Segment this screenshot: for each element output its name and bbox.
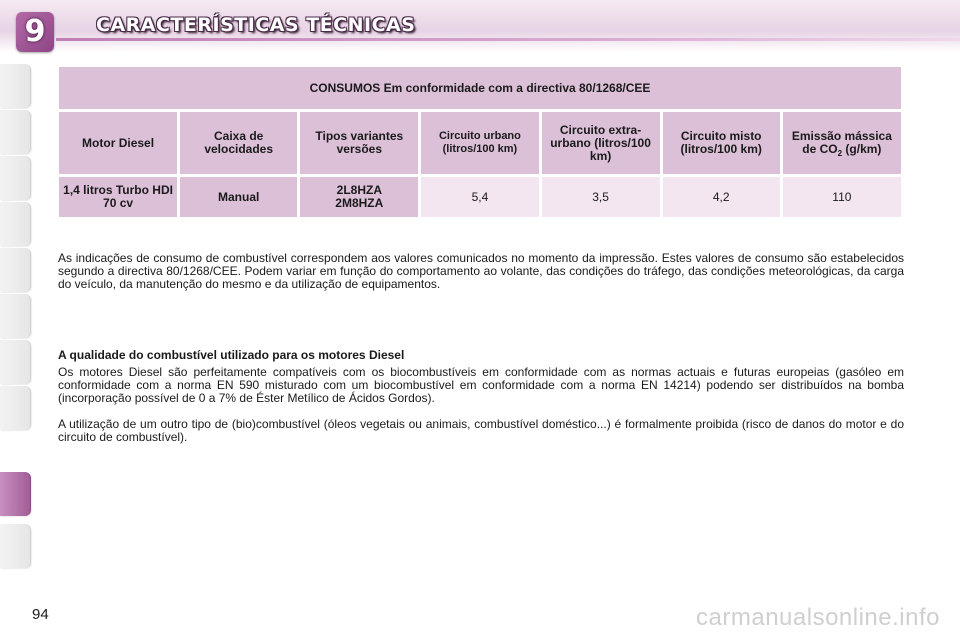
- chapter-tab-4[interactable]: [0, 202, 31, 246]
- table-caption: CONSUMOS Em conformidade com a directiva 80/1268/CEE: [59, 67, 901, 109]
- chapter-tab-1[interactable]: [0, 64, 31, 108]
- chapter-tab-10[interactable]: [0, 524, 31, 568]
- header-engine: Motor Diesel: [59, 112, 177, 174]
- page-number: 94: [32, 606, 49, 623]
- table-header-row: [59, 112, 901, 174]
- header-gearbox: Caixa de velocidades: [180, 112, 297, 174]
- consumption-table: [56, 64, 904, 220]
- header-urban: Circuito urbano (litros/100 km): [421, 112, 538, 174]
- diesel-paragraph-2: A utilização de um outro tipo de (bio)combustível (óleos vegetais ou animais, combustível doméstico...) é formalmente proibida (risco de danos do motor e do circuito de combustível).: [58, 417, 904, 444]
- page-title: CARACTERÍSTICAS TÉCNICAS: [96, 14, 416, 36]
- chapter-tab-7[interactable]: [0, 340, 31, 384]
- diesel-section-heading: A qualidade do combustível utilizado para os motores Diesel: [58, 348, 405, 362]
- intro-paragraph: As indicações de consumo de combustível correspondem aos valores comunicados no momento da impressão. Estes valores de consumo são estabelecidos segundo a directiva 80/1268/CEE. Podem variar em função do comportamento ao volante, das condições do tráfego, das condições meteorológicas, da carga do veículo, da manutenção do mesmo e da utilização de equipamentos.: [58, 251, 904, 291]
- header-emission-prefix: Emissão mássica de CO: [791, 129, 892, 156]
- cell-urban: 5,4: [421, 177, 538, 217]
- cell-gearbox: Manual: [180, 177, 297, 217]
- chapter-tab-2[interactable]: [0, 110, 31, 154]
- chapter-tab-6[interactable]: [0, 294, 31, 338]
- cell-version-2: 2M8HZA: [335, 196, 384, 210]
- table-caption-row: [59, 67, 901, 109]
- cell-engine: 1,4 litros Turbo HDI 70 cv: [59, 177, 177, 217]
- header-extra-urban: Circuito extra-urbano (litros/100 km): [542, 112, 660, 174]
- diesel-paragraph-1: Os motores Diesel são perfeitamente compatíveis com os biocombustíveis em conformidade com as normas actuais e futuras europeias (gasóleo em conformidade com a norma EN 590 misturado com um biocombustível em conformidade com a norma EN 14214) podendo ser distribuídos na bomba (incorporação possível de 0 a 7% de Éster Metílico de Ácidos Gordos).: [58, 365, 904, 405]
- cell-versions: [300, 177, 418, 217]
- header-emission: [783, 112, 901, 174]
- chapter-number-badge: 9: [16, 12, 54, 52]
- header-emission-subscript: 2: [837, 149, 843, 158]
- cell-version-1: 2L8HZA: [336, 183, 382, 197]
- chapter-tab-5[interactable]: [0, 248, 31, 292]
- page-header: [0, 0, 960, 52]
- cell-extra-urban: 3,5: [542, 177, 660, 217]
- chapter-tab-3[interactable]: [0, 156, 31, 200]
- chapter-tabs: [0, 64, 34, 574]
- cell-emission: 110: [783, 177, 901, 217]
- chapter-tab-9-active[interactable]: [0, 472, 31, 516]
- header-emission-suffix: (g/km): [842, 142, 882, 156]
- watermark: carmanualsonline.info: [696, 604, 940, 631]
- header-divider: [56, 38, 960, 41]
- chapter-tab-8[interactable]: [0, 386, 31, 430]
- header-combined: Circuito misto (litros/100 km): [663, 112, 780, 174]
- header-versions: Tipos variantes versões: [300, 112, 418, 174]
- table-row: [59, 177, 901, 217]
- cell-combined: 4,2: [663, 177, 780, 217]
